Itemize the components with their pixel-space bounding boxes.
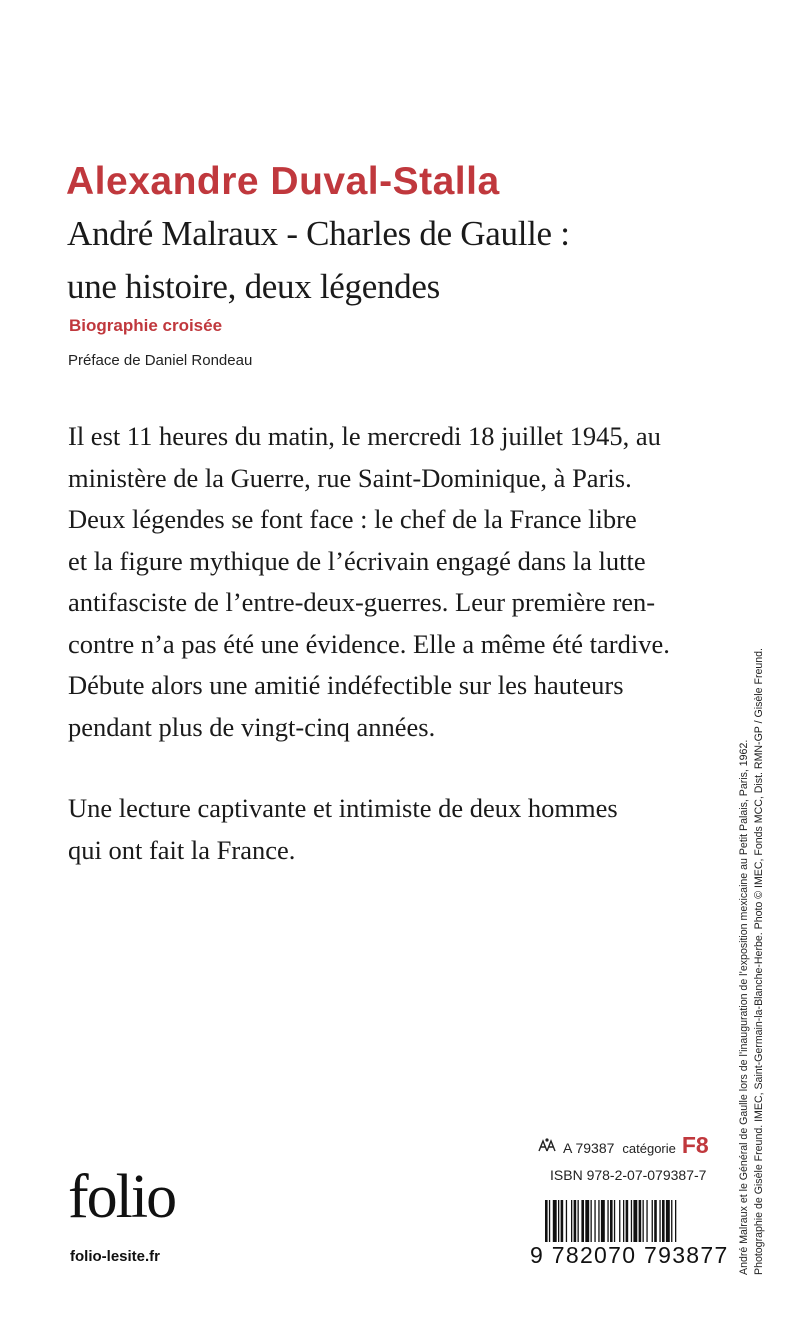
genre-label: Biographie croisée <box>69 316 223 335</box>
blurb-line: contre n’a pas été une évidence. Elle a même été tardive. <box>68 628 670 659</box>
blurb-line: qui ont fait la France. <box>68 834 296 865</box>
author-name: Alexandre Duval-Stalla <box>66 160 500 203</box>
blurb-line: pendant plus de vingt-cinq années. <box>68 711 436 742</box>
category-label: catégorie <box>622 1141 676 1156</box>
category-code: F8 <box>681 1132 709 1158</box>
book-title-line-2: une histoire, deux légendes <box>67 267 440 306</box>
publisher-logo: folio <box>68 1163 176 1231</box>
blurb-line: et la figure mythique de l’écrivain engagé dans la lutte <box>68 545 646 576</box>
blurb-line: ministère de la Guerre, rue Saint-Dominique, à Paris. <box>68 462 632 493</box>
blurb-paragraph-1 <box>68 416 728 748</box>
reference-number: A 79387 <box>563 1140 615 1156</box>
isbn-number: ISBN 978-2-07-079387-7 <box>550 1167 707 1183</box>
photo-credit <box>737 648 767 1275</box>
blurb-line: Deux légendes se font face : le chef de la France libre <box>68 504 637 534</box>
product-codes <box>537 1132 720 1162</box>
preface-credit: Préface de Daniel Rondeau <box>68 352 253 369</box>
blurb-line: antifasciste de l’entre-deux-guerres. Leur première ren- <box>68 587 656 617</box>
blurb-line: Il est 11 heures du matin, le mercredi 18 juillet 1945, au <box>68 421 661 451</box>
photo-credit-line-1: André Malraux et le Général de Gaulle lors de l’inauguration de l’exposition mexicaine au Petit Palais, Paris, 1962. <box>738 739 750 1275</box>
blurb-paragraph-2 <box>68 788 728 871</box>
photo-credit-line-2: Photographie de Gisèle Freund. IMEC, Saint-Germain-la-Blanche-Herbe. Photo © IMEC, Fonds MCC, Dist. RMN-GP / Gisèle Freund. <box>753 648 765 1275</box>
publisher-website: folio-lesite.fr <box>70 1248 161 1265</box>
barcode-digits: 9 782070 793877 <box>530 1242 729 1268</box>
book-title-line-1: André Malraux - Charles de Gaulle : <box>67 214 570 253</box>
gallimard-monogram-icon <box>537 1137 557 1153</box>
blurb-line: Débute alors une amitié indéfectible sur les hauteurs <box>68 670 624 700</box>
blurb-line: Une lecture captivante et intimiste de deux hommes <box>68 793 618 823</box>
